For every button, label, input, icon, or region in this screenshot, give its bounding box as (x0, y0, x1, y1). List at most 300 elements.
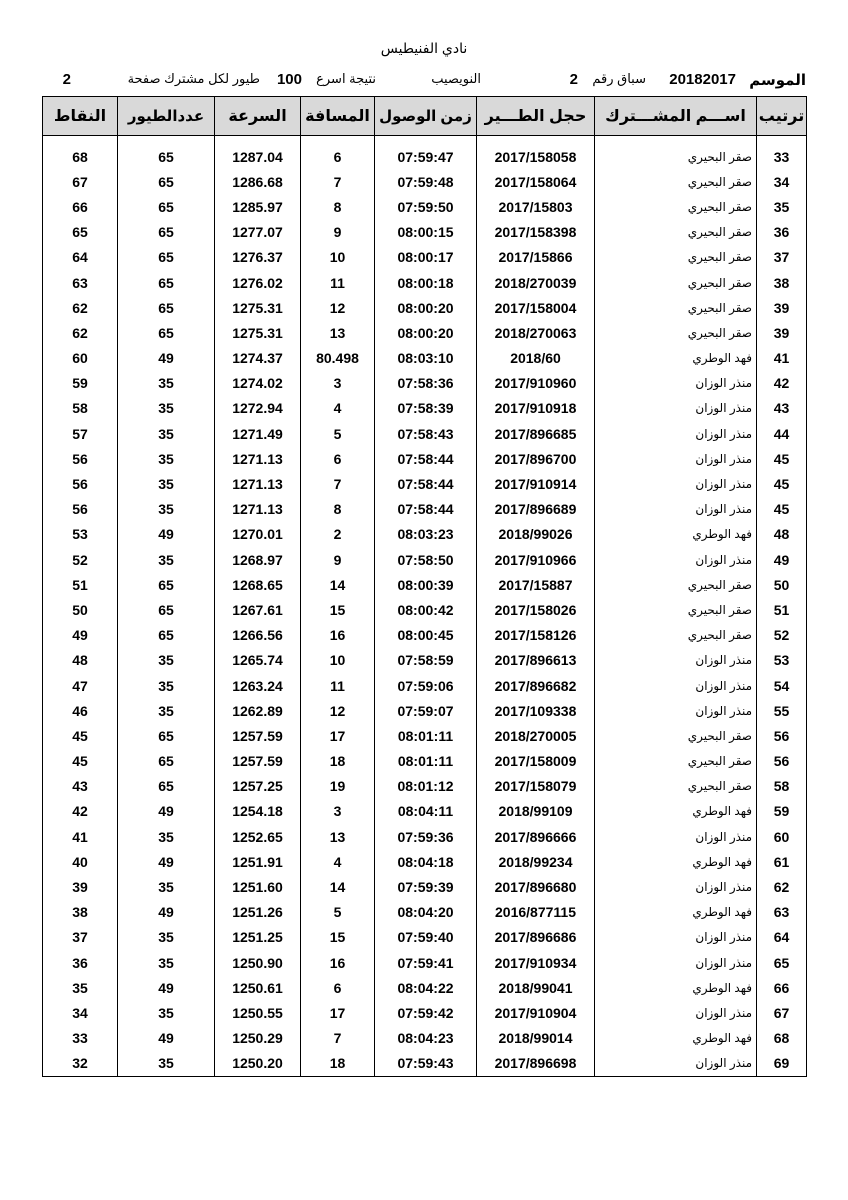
column-header-participant: اســـم المشـــترك (595, 97, 757, 136)
column-header-speed: السرعة (215, 97, 301, 136)
speed-cell: 1277.07 (215, 220, 301, 245)
table-row (43, 950, 807, 975)
distance-cell: 9 (301, 220, 375, 245)
arrival-cell: 08:04:11 (375, 799, 477, 824)
page-number: 2 (62, 71, 71, 88)
table-row (43, 925, 807, 950)
birds-cell: 65 (118, 623, 215, 648)
ring-cell: 2017/158398 (477, 220, 595, 245)
ring-cell: 2017/15866 (477, 245, 595, 270)
table-row (43, 824, 807, 849)
table-row (43, 471, 807, 496)
arrival-cell: 08:00:20 (375, 320, 477, 345)
speed-cell: 1251.60 (215, 874, 301, 899)
points-cell: 62 (43, 320, 118, 345)
rank-cell: 51 (757, 597, 807, 622)
ring-cell: 2017/158064 (477, 169, 595, 194)
ring-cell: 2017/910934 (477, 950, 595, 975)
speed-cell: 1270.01 (215, 522, 301, 547)
participant-cell: منذر الوزان (595, 824, 757, 849)
birds-cell: 65 (118, 597, 215, 622)
rank-cell: 59 (757, 799, 807, 824)
points-cell: 34 (43, 1000, 118, 1025)
participant-cell: صقر البحيري (595, 245, 757, 270)
points-cell: 56 (43, 497, 118, 522)
birds-cell: 35 (118, 396, 215, 421)
participant-cell: صقر البحيري (595, 597, 757, 622)
table-row (43, 421, 807, 446)
points-cell: 35 (43, 975, 118, 1000)
distance-cell: 12 (301, 295, 375, 320)
rank-cell: 45 (757, 497, 807, 522)
participant-cell: منذر الوزان (595, 648, 757, 673)
ring-cell: 2017/896689 (477, 497, 595, 522)
participant-cell: فهد الوطري (595, 975, 757, 1000)
points-cell: 65 (43, 220, 118, 245)
birds-cell: 65 (118, 572, 215, 597)
birds-cell: 65 (118, 220, 215, 245)
ring-cell: 2017/109338 (477, 698, 595, 723)
arrival-cell: 07:59:06 (375, 673, 477, 698)
table-row (43, 749, 807, 774)
arrival-cell: 08:01:12 (375, 774, 477, 799)
distance-cell: 7 (301, 471, 375, 496)
ring-cell: 2018/99041 (477, 975, 595, 1000)
birds-cell: 35 (118, 874, 215, 899)
points-cell: 45 (43, 749, 118, 774)
arrival-cell: 07:58:39 (375, 396, 477, 421)
rank-cell: 69 (757, 1051, 807, 1077)
speed-cell: 1263.24 (215, 673, 301, 698)
ring-cell: 2018/270005 (477, 723, 595, 748)
points-cell: 47 (43, 673, 118, 698)
arrival-cell: 08:01:11 (375, 723, 477, 748)
column-header-rank: ترتيب (757, 97, 807, 136)
participant-cell: صقر البحيري (595, 723, 757, 748)
table-body (43, 136, 807, 1077)
ring-cell: 2017/896682 (477, 673, 595, 698)
rank-cell: 45 (757, 446, 807, 471)
points-cell: 37 (43, 925, 118, 950)
points-cell: 56 (43, 446, 118, 471)
rank-cell: 62 (757, 874, 807, 899)
rank-cell: 33 (757, 144, 807, 169)
table-row (43, 723, 807, 748)
table-row (43, 270, 807, 295)
table-row (43, 900, 807, 925)
speed-cell: 1271.49 (215, 421, 301, 446)
points-cell: 42 (43, 799, 118, 824)
distance-cell: 10 (301, 648, 375, 673)
birds-cell: 65 (118, 774, 215, 799)
speed-cell: 1262.89 (215, 698, 301, 723)
arrival-cell: 08:00:20 (375, 295, 477, 320)
speed-cell: 1268.65 (215, 572, 301, 597)
points-cell: 64 (43, 245, 118, 270)
speed-cell: 1276.02 (215, 270, 301, 295)
arrival-cell: 08:00:42 (375, 597, 477, 622)
speed-cell: 1257.59 (215, 749, 301, 774)
table-row (43, 522, 807, 547)
rank-cell: 42 (757, 371, 807, 396)
arrival-cell: 07:59:39 (375, 874, 477, 899)
column-header-points: النقاط (43, 97, 118, 136)
speed-cell: 1266.56 (215, 623, 301, 648)
participant-cell: صقر البحيري (595, 169, 757, 194)
participant-cell: منذر الوزان (595, 1051, 757, 1077)
distance-cell: 6 (301, 975, 375, 1000)
ring-cell: 2018/99109 (477, 799, 595, 824)
table-row (43, 648, 807, 673)
arrival-cell: 07:58:59 (375, 648, 477, 673)
participant-cell: منذر الوزان (595, 698, 757, 723)
table-row (43, 597, 807, 622)
distance-cell: 18 (301, 749, 375, 774)
rank-cell: 58 (757, 774, 807, 799)
rank-cell: 36 (757, 220, 807, 245)
distance-cell: 15 (301, 925, 375, 950)
rank-cell: 61 (757, 849, 807, 874)
speed-cell: 1267.61 (215, 597, 301, 622)
distance-cell: 12 (301, 698, 375, 723)
points-cell: 51 (43, 572, 118, 597)
table-row (43, 320, 807, 345)
distance-cell: 4 (301, 396, 375, 421)
participant-cell: صقر البحيري (595, 194, 757, 219)
points-cell: 59 (43, 371, 118, 396)
speed-cell: 1274.02 (215, 371, 301, 396)
participant-cell: صقر البحيري (595, 623, 757, 648)
distance-cell: 8 (301, 194, 375, 219)
arrival-cell: 07:58:44 (375, 497, 477, 522)
distance-cell: 8 (301, 497, 375, 522)
rank-cell: 67 (757, 1000, 807, 1025)
speed-cell: 1286.68 (215, 169, 301, 194)
rank-cell: 54 (757, 673, 807, 698)
birds-cell: 35 (118, 925, 215, 950)
arrival-cell: 07:59:41 (375, 950, 477, 975)
speed-cell: 1251.25 (215, 925, 301, 950)
birds-cell: 35 (118, 673, 215, 698)
participant-cell: صقر البحيري (595, 320, 757, 345)
table-row (43, 975, 807, 1000)
ring-cell: 2018/270063 (477, 320, 595, 345)
points-cell: 49 (43, 623, 118, 648)
distance-cell: 19 (301, 774, 375, 799)
speed-cell: 1272.94 (215, 396, 301, 421)
participant-cell: فهد الوطري (595, 849, 757, 874)
table-row (43, 572, 807, 597)
points-cell: 39 (43, 874, 118, 899)
race-name: النويصيب (431, 71, 481, 86)
distance-cell: 17 (301, 1000, 375, 1025)
ring-cell: 2018/60 (477, 346, 595, 371)
table-row (43, 799, 807, 824)
rank-cell: 43 (757, 396, 807, 421)
speed-cell: 1287.04 (215, 144, 301, 169)
speed-cell: 1250.61 (215, 975, 301, 1000)
birds-cell: 35 (118, 371, 215, 396)
arrival-cell: 08:00:39 (375, 572, 477, 597)
table-row (43, 446, 807, 471)
ring-cell: 2017/158079 (477, 774, 595, 799)
birds-cell: 35 (118, 1000, 215, 1025)
birds-cell: 35 (118, 648, 215, 673)
arrival-cell: 08:04:23 (375, 1026, 477, 1051)
rank-cell: 45 (757, 471, 807, 496)
per-page-label: طيور لكل مشترك صفحة (127, 71, 260, 86)
rank-cell: 55 (757, 698, 807, 723)
participant-cell: منذر الوزان (595, 396, 757, 421)
arrival-cell: 08:04:18 (375, 849, 477, 874)
ring-cell: 2017/910914 (477, 471, 595, 496)
distance-cell: 5 (301, 900, 375, 925)
distance-cell: 9 (301, 547, 375, 572)
arrival-cell: 07:58:50 (375, 547, 477, 572)
speed-cell: 1250.20 (215, 1051, 301, 1077)
arrival-cell: 07:58:44 (375, 471, 477, 496)
rank-cell: 49 (757, 547, 807, 572)
points-cell: 33 (43, 1026, 118, 1051)
speed-cell: 1285.97 (215, 194, 301, 219)
table-row (43, 371, 807, 396)
ring-cell: 2017/896698 (477, 1051, 595, 1077)
participant-cell: فهد الوطري (595, 799, 757, 824)
birds-cell: 65 (118, 245, 215, 270)
rank-cell: 48 (757, 522, 807, 547)
speed-cell: 1252.65 (215, 824, 301, 849)
birds-cell: 65 (118, 169, 215, 194)
points-cell: 43 (43, 774, 118, 799)
speed-cell: 1250.90 (215, 950, 301, 975)
participant-cell: منذر الوزان (595, 371, 757, 396)
birds-cell: 35 (118, 547, 215, 572)
arrival-cell: 08:00:15 (375, 220, 477, 245)
ring-cell: 2017/896680 (477, 874, 595, 899)
arrival-cell: 08:03:10 (375, 346, 477, 371)
arrival-cell: 07:58:43 (375, 421, 477, 446)
arrival-cell: 07:58:36 (375, 371, 477, 396)
birds-cell: 49 (118, 522, 215, 547)
birds-cell: 35 (118, 698, 215, 723)
distance-cell: 15 (301, 597, 375, 622)
table-row (43, 1051, 807, 1077)
table-row (43, 144, 807, 169)
distance-cell: 11 (301, 270, 375, 295)
rank-cell: 63 (757, 900, 807, 925)
ring-cell: 2018/99234 (477, 849, 595, 874)
table-row (43, 698, 807, 723)
points-cell: 32 (43, 1051, 118, 1077)
arrival-cell: 07:59:36 (375, 824, 477, 849)
points-cell: 62 (43, 295, 118, 320)
arrival-cell: 08:04:22 (375, 975, 477, 1000)
birds-cell: 35 (118, 824, 215, 849)
rank-cell: 44 (757, 421, 807, 446)
rank-cell: 52 (757, 623, 807, 648)
ring-cell: 2018/99014 (477, 1026, 595, 1051)
rank-cell: 39 (757, 320, 807, 345)
arrival-cell: 07:59:40 (375, 925, 477, 950)
birds-cell: 49 (118, 799, 215, 824)
arrival-cell: 07:59:47 (375, 144, 477, 169)
rank-cell: 37 (757, 245, 807, 270)
rank-cell: 60 (757, 824, 807, 849)
ring-cell: 2017/910918 (477, 396, 595, 421)
ring-cell: 2017/158058 (477, 144, 595, 169)
results-table (42, 96, 807, 1077)
speed-cell: 1254.18 (215, 799, 301, 824)
participant-cell: منذر الوزان (595, 547, 757, 572)
arrival-cell: 08:00:45 (375, 623, 477, 648)
birds-cell: 35 (118, 446, 215, 471)
ring-cell: 2017/15803 (477, 194, 595, 219)
pigeons-count: 100 (276, 71, 302, 88)
distance-cell: 2 (301, 522, 375, 547)
points-cell: 57 (43, 421, 118, 446)
table-row (43, 849, 807, 874)
race-label: سباق رقم (592, 71, 646, 86)
participant-cell: منذر الوزان (595, 446, 757, 471)
season-label: الموسم (749, 72, 806, 89)
distance-cell: 16 (301, 950, 375, 975)
participant-cell: منذر الوزان (595, 1000, 757, 1025)
distance-cell: 3 (301, 371, 375, 396)
distance-cell: 13 (301, 824, 375, 849)
distance-cell: 18 (301, 1051, 375, 1077)
birds-cell: 49 (118, 900, 215, 925)
distance-cell: 17 (301, 723, 375, 748)
table-row (43, 623, 807, 648)
distance-cell: 3 (301, 799, 375, 824)
table-row (43, 245, 807, 270)
birds-cell: 49 (118, 1026, 215, 1051)
speed-cell: 1276.37 (215, 245, 301, 270)
participant-cell: منذر الوزان (595, 421, 757, 446)
points-cell: 60 (43, 346, 118, 371)
table-row (43, 295, 807, 320)
speed-cell: 1271.13 (215, 446, 301, 471)
distance-cell: 6 (301, 144, 375, 169)
birds-cell: 35 (118, 421, 215, 446)
table-row (43, 220, 807, 245)
birds-cell: 65 (118, 749, 215, 774)
ring-cell: 2017/910960 (477, 371, 595, 396)
participant-cell: منذر الوزان (595, 950, 757, 975)
rank-cell: 64 (757, 925, 807, 950)
rank-cell: 65 (757, 950, 807, 975)
column-header-arrival: زمن الوصول (375, 97, 477, 136)
arrival-cell: 08:01:11 (375, 749, 477, 774)
ring-cell: 2017/158126 (477, 623, 595, 648)
ring-cell: 2017/896686 (477, 925, 595, 950)
table-row (43, 774, 807, 799)
points-cell: 63 (43, 270, 118, 295)
arrival-cell: 08:04:20 (375, 900, 477, 925)
table-row (43, 874, 807, 899)
points-cell: 52 (43, 547, 118, 572)
table-row (43, 194, 807, 219)
points-cell: 66 (43, 194, 118, 219)
points-cell: 53 (43, 522, 118, 547)
speed-cell: 1275.31 (215, 295, 301, 320)
birds-cell: 49 (118, 346, 215, 371)
participant-cell: صقر البحيري (595, 270, 757, 295)
speed-cell: 1274.37 (215, 346, 301, 371)
points-cell: 38 (43, 900, 118, 925)
participant-cell: صقر البحيري (595, 220, 757, 245)
participant-cell: صقر البحيري (595, 295, 757, 320)
points-cell: 46 (43, 698, 118, 723)
result-label: نتيجة اسرع (316, 71, 376, 86)
birds-cell: 35 (118, 950, 215, 975)
arrival-cell: 07:59:43 (375, 1051, 477, 1077)
arrival-cell: 08:03:23 (375, 522, 477, 547)
birds-cell: 65 (118, 320, 215, 345)
participant-cell: منذر الوزان (595, 673, 757, 698)
table-row (43, 1000, 807, 1025)
ring-cell: 2017/158004 (477, 295, 595, 320)
season-value: 20182017 (669, 71, 736, 88)
points-cell: 68 (43, 144, 118, 169)
ring-cell: 2017/896685 (477, 421, 595, 446)
participant-cell: صقر البحيري (595, 749, 757, 774)
rank-cell: 56 (757, 749, 807, 774)
points-cell: 67 (43, 169, 118, 194)
distance-cell: 7 (301, 1026, 375, 1051)
speed-cell: 1250.29 (215, 1026, 301, 1051)
rank-cell: 56 (757, 723, 807, 748)
birds-cell: 49 (118, 849, 215, 874)
arrival-cell: 07:59:48 (375, 169, 477, 194)
distance-cell: 16 (301, 623, 375, 648)
rank-cell: 53 (757, 648, 807, 673)
points-cell: 56 (43, 471, 118, 496)
table-row (43, 169, 807, 194)
ring-cell: 2018/270039 (477, 270, 595, 295)
rank-cell: 34 (757, 169, 807, 194)
distance-cell: 4 (301, 849, 375, 874)
column-header-ring: حجل الطـــير (477, 97, 595, 136)
ring-cell: 2017/896613 (477, 648, 595, 673)
distance-cell: 13 (301, 320, 375, 345)
race-info-line (42, 71, 806, 91)
participant-cell: فهد الوطري (595, 1026, 757, 1051)
table-row (43, 497, 807, 522)
speed-cell: 1265.74 (215, 648, 301, 673)
ring-cell: 2017/896666 (477, 824, 595, 849)
participant-cell: فهد الوطري (595, 522, 757, 547)
rank-cell: 38 (757, 270, 807, 295)
distance-cell: 14 (301, 572, 375, 597)
speed-cell: 1275.31 (215, 320, 301, 345)
speed-cell: 1257.59 (215, 723, 301, 748)
speed-cell: 1271.13 (215, 471, 301, 496)
table-row (43, 1026, 807, 1051)
birds-cell: 35 (118, 1051, 215, 1077)
ring-cell: 2018/99026 (477, 522, 595, 547)
speed-cell: 1268.97 (215, 547, 301, 572)
rank-cell: 68 (757, 1026, 807, 1051)
points-cell: 48 (43, 648, 118, 673)
points-cell: 41 (43, 824, 118, 849)
ring-cell: 2017/158026 (477, 597, 595, 622)
rank-cell: 41 (757, 346, 807, 371)
participant-cell: صقر البحيري (595, 144, 757, 169)
points-cell: 36 (43, 950, 118, 975)
table-row (43, 673, 807, 698)
participant-cell: منذر الوزان (595, 471, 757, 496)
